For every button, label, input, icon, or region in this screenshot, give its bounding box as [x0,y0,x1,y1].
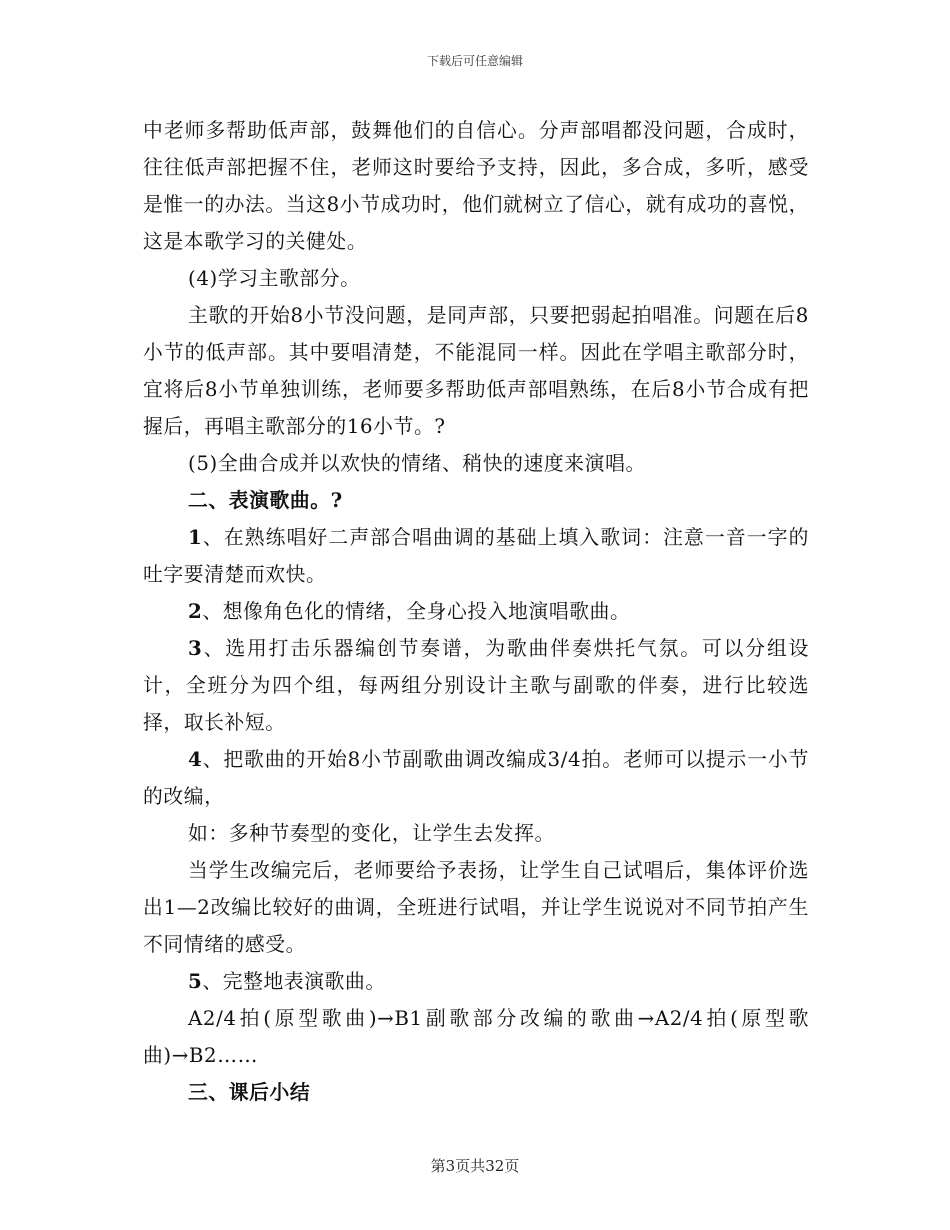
section-heading-3: 三、课后小结 [188,1080,311,1104]
list-text-2: 、想像角色化的情绪，全身心投入地演唱歌曲。 [202,600,631,623]
paragraph-example: 如：多种节奏型的变化，让学生去发挥。 [188,822,555,845]
list-text-5: 、完整地表演歌曲。 [202,970,386,993]
page-footer: 第3页共32页 [430,1157,520,1175]
list-number-1: 1 [188,525,203,549]
paragraph-step-5: (5)全曲合成并以欢快的情绪、稍快的速度来演唱。 [188,452,646,475]
list-item-4 [143,741,809,815]
list-item-1 [143,519,809,593]
list-item-3 [143,630,809,741]
list-number-4: 4 [188,747,203,771]
list-number-2: 2 [188,599,203,623]
section-heading-2: 二、表演歌曲。? [188,488,343,512]
paragraph-intro: 中老师多帮助低声部，鼓舞他们的自信心。分声部唱都没问题，合成时，往往低声部把握不住，老师这时要给予支持，因此，多合成，多听，感受是惟一的办法。当这8小节成功时，他们就树立了信心，就有成功的喜悦，这是本歌学习的关健处。 [143,119,809,253]
paragraph-evaluation: 当学生改编完后，老师要给予表扬，让学生自己试唱后，集体评价选出1—2改编比较好的曲调，全班进行试唱，并让学生说说对不同节拍产生不同情绪的感受。 [143,859,809,956]
paragraph-sequence: A2/4拍(原型歌曲)→B1副歌部分改编的歌曲→A2/4拍(原型歌曲)→B2…… [143,1007,809,1067]
list-text-1: 、在熟练唱好二声部合唱曲调的基础上填入歌词：注意一音一字的吐字要清楚而欢快。 [143,526,809,586]
page-header: 下载后可任意编辑 [426,54,523,68]
paragraph-step-4: (4)学习主歌部分。 [188,267,361,290]
list-text-3: 、选用打击乐器编创节奏谱，为歌曲伴奏烘托气氛。可以分组设计，全班分为四个组，每两组分别设计主歌与副歌的伴奏，进行比较选择，取长补短。 [143,637,809,734]
list-number-5: 5 [188,969,203,993]
document-body [143,112,809,1111]
list-item-5 [143,963,809,1000]
paragraph-main-verse: 主歌的开始8小节没问题，是同声部，只要把弱起拍唱准。问题在后8小节的低声部。其中要唱清楚，不能混同一样。因此在学唱主歌部分时，宜将后8小节单独训练，老师要多帮助低声部唱熟练，在后8小节合成有把握后，再唱主歌部分的16小节。? [143,304,809,438]
list-item-2 [143,593,809,630]
list-number-3: 3 [188,636,203,660]
list-text-4: 、把歌曲的开始8小节副歌曲调改编成3/4拍。老师可以提示一小节的改编， [143,748,809,808]
